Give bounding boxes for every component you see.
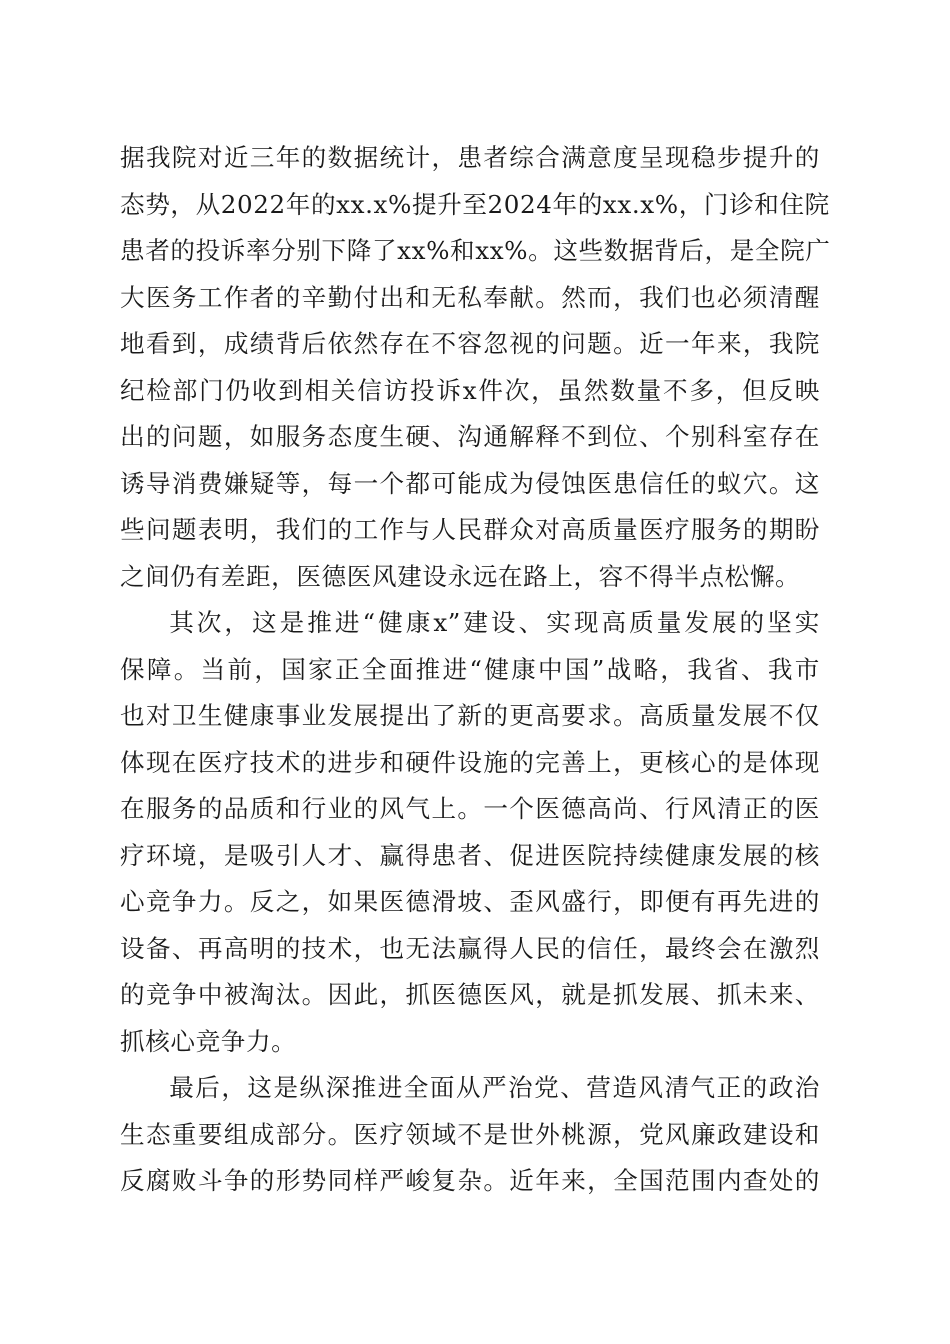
paragraph-2 [120,600,820,1065]
text-line: 诱导消费嫌疑等，每一个都可能成为侵蚀医患信任的蚁穴。这 [120,468,820,498]
text-line: 生态重要组成部分。医疗领域不是世外桃源，党风廉政建设和 [120,1119,820,1149]
text-line-indented: 最后，这是纵深推进全面从严治党、营造风清气正的政治 [169,1073,820,1102]
text-line: 在服务的品质和行业的风气上。一个医德高尚、行风清正的医 [120,794,820,823]
paragraph-1 [120,135,831,600]
text-line: 设备、再高明的技术，也无法赢得人民的信任，最终会在激烈 [120,933,820,963]
text-line: 纪检部门仍收到相关信访投诉x件次，虽然数量不多，但反映 [120,375,820,405]
paragraph-3 [120,1065,820,1205]
text-line: 出的问题，如服务态度生硬、沟通解释不到位、个别科室存在 [120,422,820,451]
text-line: 疗环境，是吸引人才、赢得患者、促进医院持续健康发展的核 [120,840,820,870]
text-line: 反腐败斗争的形势同样严峻复杂。近年来，全国范围内查处的 [120,1166,820,1195]
text-line: 些问题表明，我们的工作与人民群众对高质量医疗服务的期盼 [120,515,820,544]
text-line: 大医务工作者的辛勤付出和无私奉献。然而，我们也必须清醒 [120,282,820,312]
text-line: 地看到，成绩背后依然存在不容忽视的问题。近一年来，我院 [120,329,820,358]
text-line: 患者的投诉率分别下降了xx%和xx%。这些数据背后，是全院广 [120,236,831,265]
text-line-indented: 其次，这是推进“健康x”建设、实现高质量发展的坚实 [169,608,820,637]
text-line: 保障。当前，国家正全面推进“健康中国”战略，我省、我市 [120,654,820,684]
text-line: 据我院对近三年的数据统计，患者综合满意度呈现稳步提升的 [120,143,820,172]
document-body [120,135,831,1205]
text-line: 的竞争中被淘汰。因此，抓医德医风，就是抓发展、抓未来、 [120,980,820,1009]
text-line: 之间仍有差距，医德医风建设永远在路上，容不得半点松懈。 [120,561,801,591]
text-line: 抓核心竞争力。 [120,1026,297,1056]
text-line: 态势，从2022年的xx.x%提升至2024年的xx.x%，门诊和住院 [120,189,830,219]
text-line: 也对卫生健康事业发展提出了新的更高要求。高质量发展不仅 [120,701,820,730]
text-line: 体现在医疗技术的进步和硬件设施的完善上，更核心的是体现 [120,747,820,777]
text-line: 心竞争力。反之，如果医德滑坡、歪风盛行，即便有再先进的 [120,887,820,916]
